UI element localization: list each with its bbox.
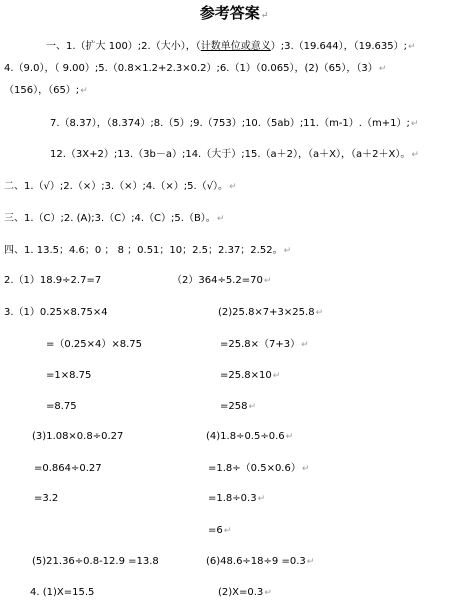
q3-step-left: =1×8.75 — [46, 370, 92, 381]
q3-step-left: =8.75 — [46, 401, 77, 412]
section-4-line: 四、1. 13.5；4.6；0 ； 8 ；0.51；10；2.5；2.37；2.52。↵ — [4, 245, 292, 256]
section-1-line-1: 一、1.（扩大 100）;2.（大小），（计数单位或意义）;3.（19.644），（19.635）;↵ — [46, 41, 416, 52]
q3b-step-left: =0.864÷0.27 — [34, 463, 102, 474]
section-2-line: 二、1.（√）;2.（×）;3.（×）;4.（×）;5.（√）。↵ — [4, 181, 237, 192]
page-title: 参考答案↵ — [199, 4, 269, 22]
q3b-step-right: =1.8÷（0.5×0.6）↵ — [208, 463, 310, 474]
q3-step-right: =25.8×（7+3）↵ — [220, 339, 309, 350]
q3c-right: (6)48.6÷18÷9 =0.3↵ — [206, 556, 315, 567]
q3b-step-right: (4)1.8÷0.5÷0.6↵ — [206, 431, 294, 442]
q3b-step-left: =3.2 — [34, 493, 59, 504]
section-1-line-4: 7.（8.37），（8.374）;8.（5）;9.（753）;10.（5ab）;11.（m-1）.（m+1）;↵ — [50, 118, 419, 129]
q3-step-left: 3.（1）0.25×8.75×4 — [4, 307, 108, 318]
q3-step-left: =（0.25×4）×8.75 — [46, 339, 143, 350]
underlined-answer: 计数单位或意义 — [200, 41, 271, 52]
section-3-line: 三、1.（C）;2. (A);3.（C）;4.（C）;5.（B）。↵ — [4, 213, 225, 224]
q2-left: 2.（1）18.9÷2.7=7 — [4, 275, 102, 286]
q3b-step-left: (3)1.08×0.8÷0.27 — [32, 431, 124, 442]
q4-left: 4. (1)X=15.5 — [30, 587, 95, 598]
q3-step-right: =25.8×10↵ — [220, 370, 281, 381]
q3-step-right: =258↵ — [220, 401, 257, 412]
q4-right: (2)X=0.3↵ — [218, 587, 272, 598]
return-mark: ↵ — [260, 11, 269, 21]
q3b-step-right: =6↵ — [208, 525, 232, 536]
q3-step-right: (2)25.8×7+3×25.8↵ — [218, 307, 324, 318]
q3c-left: (5)21.36÷0.8-12.9 =13.8 — [32, 556, 159, 567]
q2-right: （2）364÷5.2=70↵ — [172, 275, 272, 286]
section-1-line-2: 4.（9.0），（ 9.00）;5.（0.8×1.2+2.3×0.2）;6.（1）（0.065），(2)（65），（3）↵ — [4, 63, 387, 74]
section-1-line-5: 12.（3X+2）;13.（3b－a）;14.（大于）;15.（a＋2），（a＋X），（a＋2＋X）。↵ — [50, 149, 419, 160]
q3b-step-right: =1.8÷0.3↵ — [208, 493, 266, 504]
section-1-line-3: （156），（65）;↵ — [4, 85, 88, 96]
